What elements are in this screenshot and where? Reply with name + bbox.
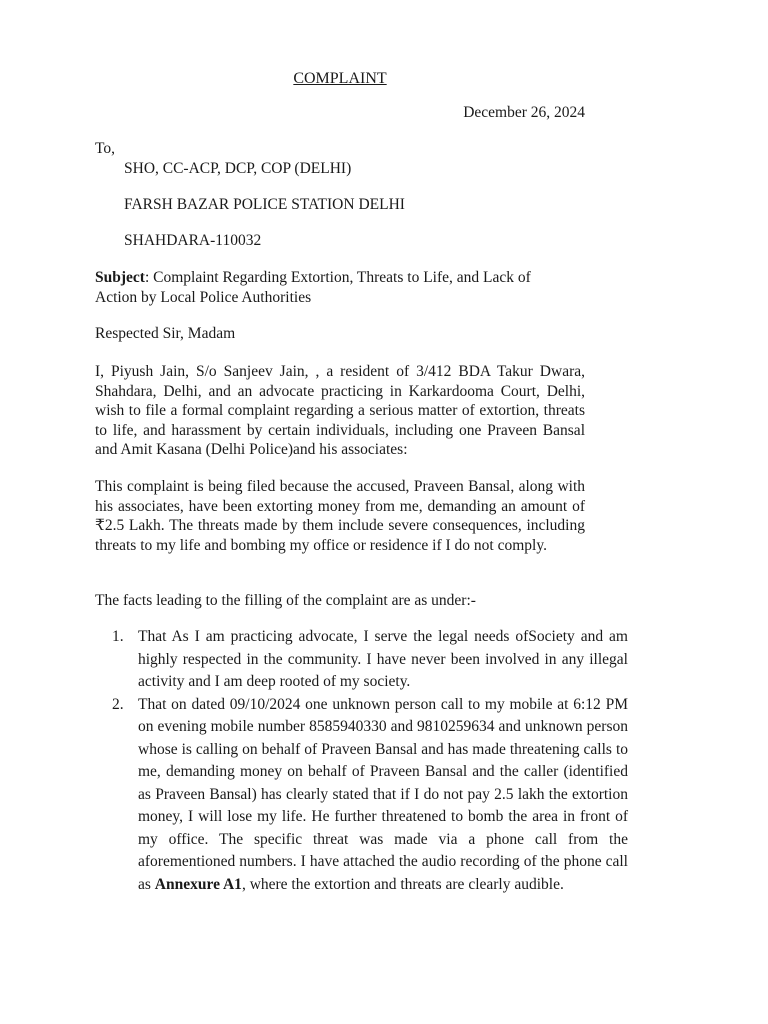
address-line-2: FARSH BAZAR POLICE STATION DELHI	[124, 196, 405, 213]
document-date: December 26, 2024	[463, 104, 585, 121]
intro-paragraph: I, Piyush Jain, S/o Sanjeev Jain, , a resident of 3/412 BDA Takur Dwara, Shahdara, Delhi, and an advocate practicing in Karkardooma Court, Delhi, wish to file a formal complaint regarding a serious matter of extortion, threats to life, and harassment by certain individuals, including one Praveen Bansal and Amit Kasana (Delhi Police)and his associates:	[95, 363, 585, 458]
facts-list	[95, 626, 628, 896]
facts-intro: The facts leading to the filling of the complaint are as under:-	[95, 592, 476, 609]
complaint-paragraph: This complaint is being filed because the accused, Praveen Bansal, along with his associates, have been extorting money from me, demanding an amount of ₹2.5 Lakh. The threats made by them include severe consequences, including threats to my life and bombing my office or residence if I do not comply.	[95, 478, 585, 554]
address-line-1: SHO, CC-ACP, DCP, COP (DELHI)	[124, 160, 352, 177]
list-item-text-end: , where the extortion and threats are clearly audible.	[241, 875, 564, 893]
list-item-text: That on dated 09/10/2024 one unknown person call to my mobile at 6:12 PM on evening mobile number 8585940330 and 9810259634 and unknown person whose is calling on behalf of Praveen Bansal and has made threatening calls to me, demanding money on behalf of Praveen Bansal and the caller (identified as Praveen Bansal) has clearly stated that if I do not pay 2.5 lakh the extortion money, I will lose my life. He further threatened to bomb the area in front of my office. The specific threat was made via a phone call from the aforementioned numbers. I have attached the audio recording of the phone call as	[138, 695, 628, 893]
salutation: Respected Sir, Madam	[95, 325, 236, 342]
list-item	[112, 694, 628, 897]
list-item	[112, 626, 628, 694]
to-label: To,	[95, 140, 116, 157]
address-line-3: SHAHDARA-110032	[124, 232, 262, 249]
list-item-text: That As I am practicing advocate, I serve the legal needs ofSociety and am highly respected in the community. I have never been involved in any illegal activity and I am deep rooted of my society.	[138, 628, 628, 690]
list-number: 2.	[112, 695, 124, 713]
list-number: 1.	[112, 628, 124, 645]
subject-line	[95, 268, 565, 308]
document-title: COMPLAINT	[293, 70, 387, 87]
subject-label: Subject	[95, 269, 145, 286]
subject-text: : Complaint Regarding Extortion, Threats to Life, and Lack of Action by Local Police Authorities	[95, 269, 531, 306]
annexure-reference: Annexure A1	[154, 875, 242, 893]
